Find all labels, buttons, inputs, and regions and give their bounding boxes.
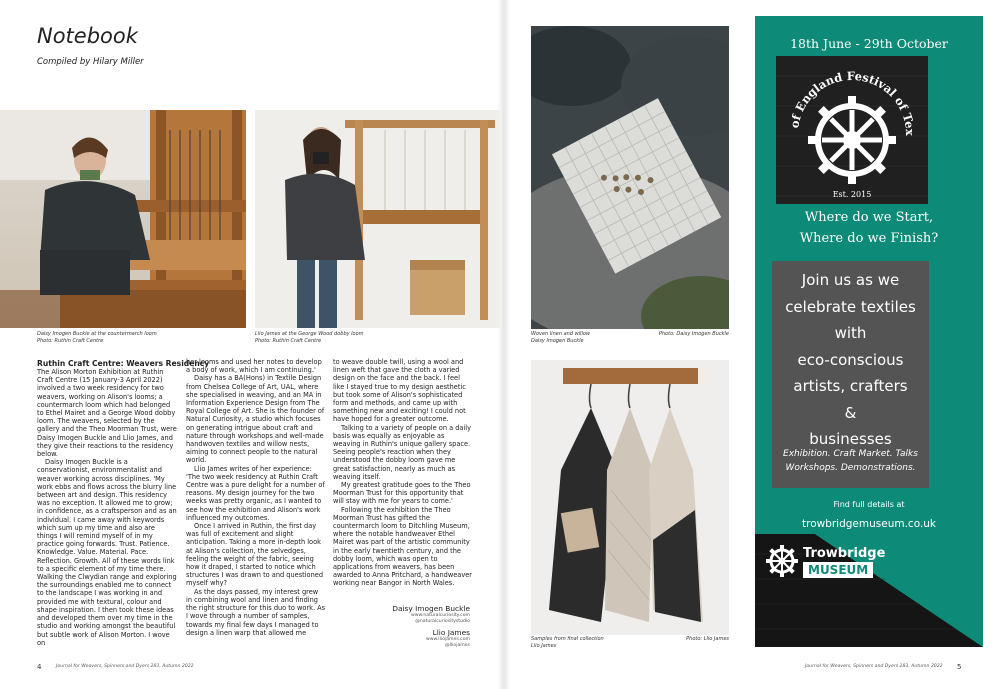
caption-photo3-credit: Photo: Daisy Imogen Buckle	[658, 331, 729, 337]
box-line: Join us as we	[801, 271, 900, 289]
author-name: Daisy Imogen Buckle	[392, 604, 470, 613]
box-line: businesses	[809, 430, 892, 448]
paragraph: Talking to a variety of people on a daily basis was equally as enjoyable as weaving in Ruthin's unique gallery space. Seeing people's reaction when they understood the dobby loom gave me great satisfaction, nearly as much as weaving itself.	[333, 423, 472, 481]
advert-box-text	[772, 267, 929, 453]
advert-box-subtext	[772, 447, 929, 475]
article-column-1	[37, 368, 177, 647]
box-line: with	[834, 324, 867, 342]
box-line: artists, crafters	[793, 377, 908, 395]
signature-daisy	[370, 604, 470, 625]
caption-photo4-credit: Photo: Llio James	[686, 636, 729, 642]
photo-dobby-loom	[255, 110, 500, 328]
caption-line: Llio James at the George Wood dobby loom	[255, 331, 364, 337]
box-line: eco-conscious	[797, 350, 904, 369]
advert-tagline	[755, 207, 983, 249]
caption-credit: Photo: Ruthin Craft Centre	[37, 338, 104, 344]
paragraph: My greatest gratitude goes to the Theo Moorman Trust for this opportunity that will stay with me for years to come.'	[333, 481, 471, 506]
logo-est: Est. 2015	[832, 190, 872, 199]
page-number-right: 5	[957, 663, 962, 671]
author-website: www.naturalcuriosity.com	[411, 613, 470, 618]
author-name: Llio James	[432, 628, 470, 637]
paragraph: Once I arrived in Ruthin, the first day was full of excitement and slight anticipation. Taking a more in-depth look at Alison's collection, the selvedges, feeling the weight of the fabric, seeing how it draped, I started to notice which structures I was drawn to and questioned myself why?	[186, 522, 324, 588]
author-handle: @lliojames	[444, 643, 470, 648]
caption-line: Samples from final collection	[531, 636, 604, 642]
paragraph: her looms and used her notes to develop a body of work, which I am continuing.'	[186, 358, 322, 375]
article-column-2	[186, 358, 326, 637]
advert-info-box	[772, 261, 929, 488]
photo-countermarch-loom	[0, 110, 246, 328]
paragraph: Daisy has a BA(Hons) in Textile Design from Chelsea College of Art, UAL, where she specialised in weaving, and an MA in Information Experience Design from The Royal College of Art. She is the founder of Natural Curiosity, a studio which focuses on generating intrigue about craft and nature through workshops and well-made handwoven textiles and willow nests, aiming to connect people to the natural world.	[186, 374, 325, 465]
caption-line: Daisy Imogen Buckle at the countermarch loom	[37, 331, 157, 337]
tagline-line: Where do we Finish?	[799, 231, 939, 246]
signature-llio	[370, 628, 470, 649]
gear-icon	[765, 544, 799, 578]
author-handle: @naturalcuriositystudio	[415, 619, 470, 624]
paragraph: to weave double twill, using a wool and linen weft that gave the cloth a varied design on the face and the back. I feel like I stayed true to my design aesthetic but took some of Alison's sophisticated form and methods, and came up with something new and exciting! I could not have hoped for a greater outcome.	[333, 358, 466, 424]
advert-url[interactable]: trowbridgemuseum.co.uk	[801, 518, 937, 530]
advert-dates: 18th June - 29th October	[790, 36, 948, 51]
paragraph: Following the exhibition the Theo Moorman Trust has gifted the countermarch loom to Ditchling Museum, where the notable handweaver Ethel Mairet was part of the artistic community in the early twentieth century, and the dobby loom, which was open to applications from weavers, has been awarded to Anna Pritchard, a handweaver working near Bangor in North Wales.	[333, 505, 472, 588]
caption-credit: Daisy Imogen Buckle	[531, 338, 584, 344]
byline: Compiled by Hilary Miller	[37, 57, 144, 67]
caption-line: Woven linen and willow	[531, 331, 590, 337]
caption-photo2	[255, 331, 364, 345]
paragraph: As the days passed, my interest grew in combining wool and linen and finding the right structure for this duo to work. As I wove through a number of samples, towards my final few days I managed to design a linen warp that allowed me	[186, 587, 326, 637]
box-line: celebrate textiles	[785, 297, 916, 316]
caption-photo1	[37, 331, 157, 345]
article-heading: Ruthin Craft Centre: Weavers Residency	[37, 359, 210, 368]
logo-arc-text: of England Festival of Tex	[787, 68, 918, 136]
festival-advert	[755, 16, 983, 647]
tagline-line: Where do we Start,	[804, 210, 934, 225]
journal-footer-left: Journal for Weavers, Spinners and Dyers 283, Autumn 2022	[56, 664, 194, 669]
paragraph: Llio James writes of her experience: 'The two week residency at Ruthin Craft Centre was a pure delight for a number of reasons. My design journey for the two weeks was pretty organic, as I wanted to see how the exhibition and Alison's work influenced my outcomes.	[186, 464, 325, 522]
page-number-left: 4	[37, 663, 42, 671]
caption-credit: Photo: Ruthin Craft Centre	[255, 338, 322, 344]
caption-photo3	[531, 331, 590, 345]
page-title: Notebook	[37, 24, 138, 48]
museum-name: Trowbridge	[803, 546, 886, 561]
caption-credit: Llio James	[531, 643, 557, 649]
paragraph: The Alison Morton Exhibition at Ruthin Craft Centre (15 January-3 April 2022) involved a two week residency for two weavers, working on Alison's looms; a countermarch loom which had belonged to Ethel Mairet and a George Wood dobby loom. The weavers, selected by the gallery and the Theo Moorman Trust, were Daisy Imogen Buckle and Llio James, and they give their reactions to the residency below.	[37, 368, 177, 459]
museum-badge: MUSEUM	[803, 562, 873, 578]
paragraph: Daisy Imogen Buckle is a conservationist, environmentalist and weaver working across disciplines. 'My work ebbs and flows across the blurry line between art and design. This residency was no exception. It allowed me to grow; in confidence, as a craftsperson and as an individual. I came away with keywords which sum up my time and also are things I will remind myself of in my practice going forwards. Trust. Patience. Knowledge. Value. Material. Pace. Reflection. Growth. All of these words link to a specific element of my time there. Walking the Clwydian range and exploring the surroundings enabled me to connect to the landscape I was working in and provided me with textural, colour and shape inspiration. I then took these ideas and developed them over my time in the studio and working amongst the beautiful but subtle work of Alison Morton. I wove on	[37, 458, 177, 647]
journal-footer-right: Journal for Weavers, Spinners and Dyers 283, Autumn 2022	[805, 664, 943, 669]
festival-logo	[776, 56, 928, 204]
box-sub-line: Workshops. Demonstrations.	[785, 463, 916, 473]
page-gutter	[498, 0, 510, 689]
advert-details-label: Find full details at	[833, 500, 905, 509]
photo-hanging-samples	[531, 360, 729, 635]
caption-photo4	[531, 636, 604, 650]
box-line: &	[844, 403, 857, 422]
author-website: www.lliojames.com	[425, 637, 470, 642]
box-sub-line: Exhibition. Craft Market. Talks	[783, 449, 918, 459]
article-column-3	[333, 358, 473, 588]
photo-woven-linen	[531, 26, 729, 329]
